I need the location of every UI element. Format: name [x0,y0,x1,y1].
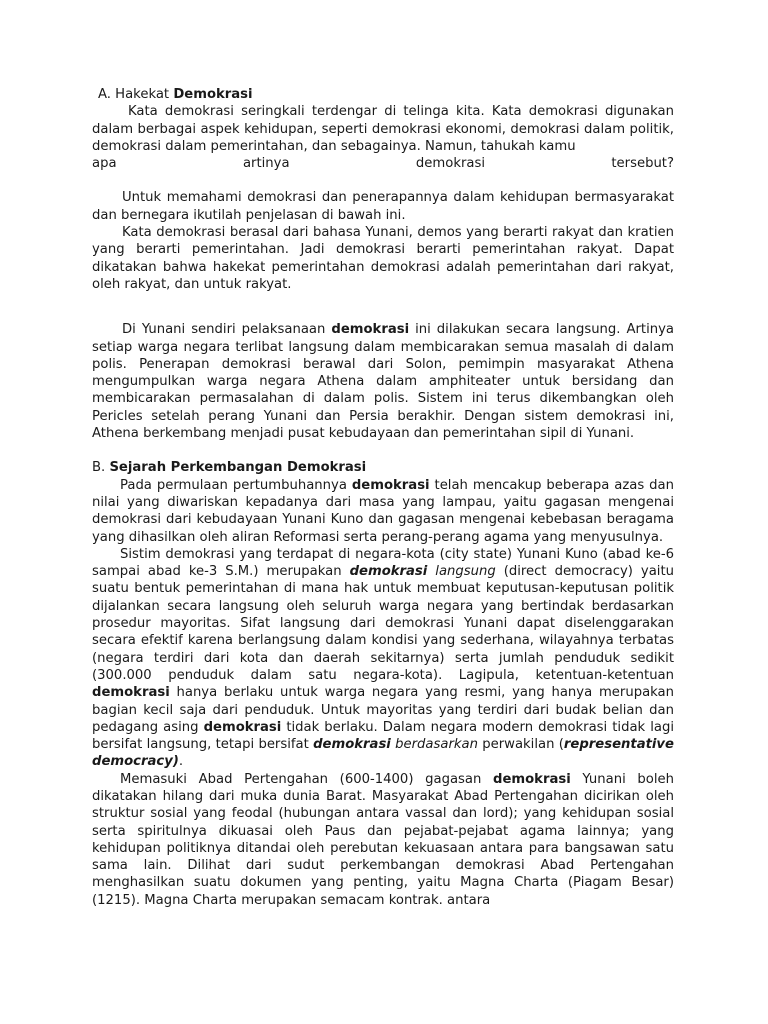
text-run: ini dilakukan secara langsung. Artinya setiap warga negara terlibat langsung dalam membicarakan semua masalah di dalam polis. Penerapan demokrasi berawal dari Solon, pemimpin masyarakat Athena mengumpulkan warga negara Athena dalam amphiteater untuk bersidang dan membicarakan permasalahan di dalam polis. Sistem ini terus dikembangkan oleh Pericles setelah perang Yunani dan Persia berakhir. Dengan sistem demokrasi ini, Athena berkembang menjadi pusat kebudayaan dan pemerintahan sipil di Yunani. [92,322,675,442]
word-artinya: artinya [242,156,290,172]
spacer [92,293,674,321]
section-b-paragraph-1 [92,477,674,546]
text-run: Sistim demokrasi yang terdapat di negara-kota (city state) Yunani Kuno (abad ke-6 sampai abad ke-3 S.M.) merupakan [92,546,674,580]
bold-italic-term: demokrasi [313,737,391,753]
section-b-heading [92,459,674,476]
section-b-paragraph-2 [92,546,674,771]
section-a-paragraph-1: Kata demokrasi seringkali terdengar di telinga kita. Kata demokrasi digunakan dalam berbagai aspek kehidupan, seperti demokrasi ekonomi, demokrasi dalam politik, demokrasi dalam pemerintahan, dan sebagainya. Namun, tahukah kamu [92,104,674,154]
text-run: telah mencakup beberapa azas dan nilai yang diwariskan kepadanya dari masa yang lampau, yaitu gagasan mengenai demokrasi dari kebudayaan Yunani Kuno dan gagasan mengenai kebebasan beragama yang dihasilkan oleh aliran Reformasi serta perang-perang agama yang menyusulnya. [92,477,674,545]
bold-term: demokrasi [331,322,410,338]
word-tersebut: tersebut? [611,156,674,172]
section-a-paragraph-4 [92,321,674,442]
text-run: perwakilan ( [477,737,564,753]
section-a-paragraph-2: Untuk memahami demokrasi dan penerapannya dalam kehidupan bermasyarakat dan bernegara ikutilah penjelasan di bawah ini. [92,190,674,223]
italic-term: langsung [427,564,496,580]
text-run: hanya berlaku untuk warga negara yang resmi, yang hanya merupakan bagian kecil saja dari penduduk. Untuk mayoritas yang terdiri dari budak belian dan pedagang asing [92,685,674,735]
section-a-paragraph-3: Kata demokrasi berasal dari bahasa Yunani, demos yang berarti rakyat dan kratien yang berarti pemerintahan. Jadi demokrasi berarti pemerintahan rakyat. Dapat dikatakan bahwa hakekat pemerintahan demokrasi adalah pemerintahan dari rakyat, oleh rakyat, dan untuk rakyat. [92,225,674,292]
document-page [92,86,674,909]
bold-term: demokrasi [351,477,430,493]
word-demokrasi: demokrasi [415,156,485,172]
section-a-heading [92,86,674,103]
bold-term: demokrasi [493,771,571,787]
italic-term: berdasarkan [390,737,478,753]
section-a-paragraph-1-last-line [92,155,674,172]
section-a-title: Demokrasi [173,87,253,102]
bold-italic-term: representative democracy) [92,737,674,770]
text-run: . [178,754,184,770]
section-a-prefix: A. Hakekat [98,87,174,102]
word-apa: apa [92,156,117,172]
spacer [92,172,674,189]
section-b-prefix: B. [92,460,110,476]
text-run: (direct democracy) yaitu suatu bentuk pemerintahan di mana hak untuk membuat keputusan-keputusan politik dijalankan secara langsung oleh seluruh warga negara yang bertindak berdasarkan prosedur mayoritas. Sifat langsung dari demokrasi Yunani dapat diselenggarakan secara efektif karena berlangsung dalam kondisi yang sederhana, wilayahnya terbatas (negara terdiri dari kota dan daerah sekitarnya) serta jumlah penduduk sedikit (300.000 penduduk dalam satu negara-kota). Lagipula, ketentuan-ketentuan [92,564,675,683]
text-run: Di Yunani sendiri pelaksanaan [122,322,332,338]
spacer [92,442,674,459]
bold-italic-term: demokrasi [349,564,428,580]
text-run: Pada permulaan pertumbuhannya [120,477,352,493]
bold-term: demokrasi [203,719,282,735]
bold-term: demokrasi [92,685,170,701]
text-run: tidak berlaku. Dalam negara modern demokrasi tidak lagi bersifat langsung, tetapi bersifat [92,719,674,753]
text-run: Yunani boleh dikatakan hilang dari muka dunia Barat. Masyarakat Abad Pertengahan dicirikan oleh struktur sosial yang feodal (hubungan antara vassal dan lord); yang kehidupan sosial serta spiritulnya dikuasai oleh Paus dan pejabat-pejabat agama lainnya; yang kehidupan politiknya ditandai oleh perebutan kekuasaan antara para bangsawan satu sama lain. Dilihat dari sudut perkembangan demokrasi Abad Pertengahan menghasilkan suatu dokumen yang penting, yaitu Magna Charta (Piagam Besar) (1215). Magna Charta merupakan semacam kontrak. antara [92,771,674,908]
section-b-title: Sejarah Perkembangan Demokrasi [109,460,367,476]
text-run: Memasuki Abad Pertengahan (600-1400) gagasan [120,771,493,787]
section-b-paragraph-3 [92,771,674,909]
